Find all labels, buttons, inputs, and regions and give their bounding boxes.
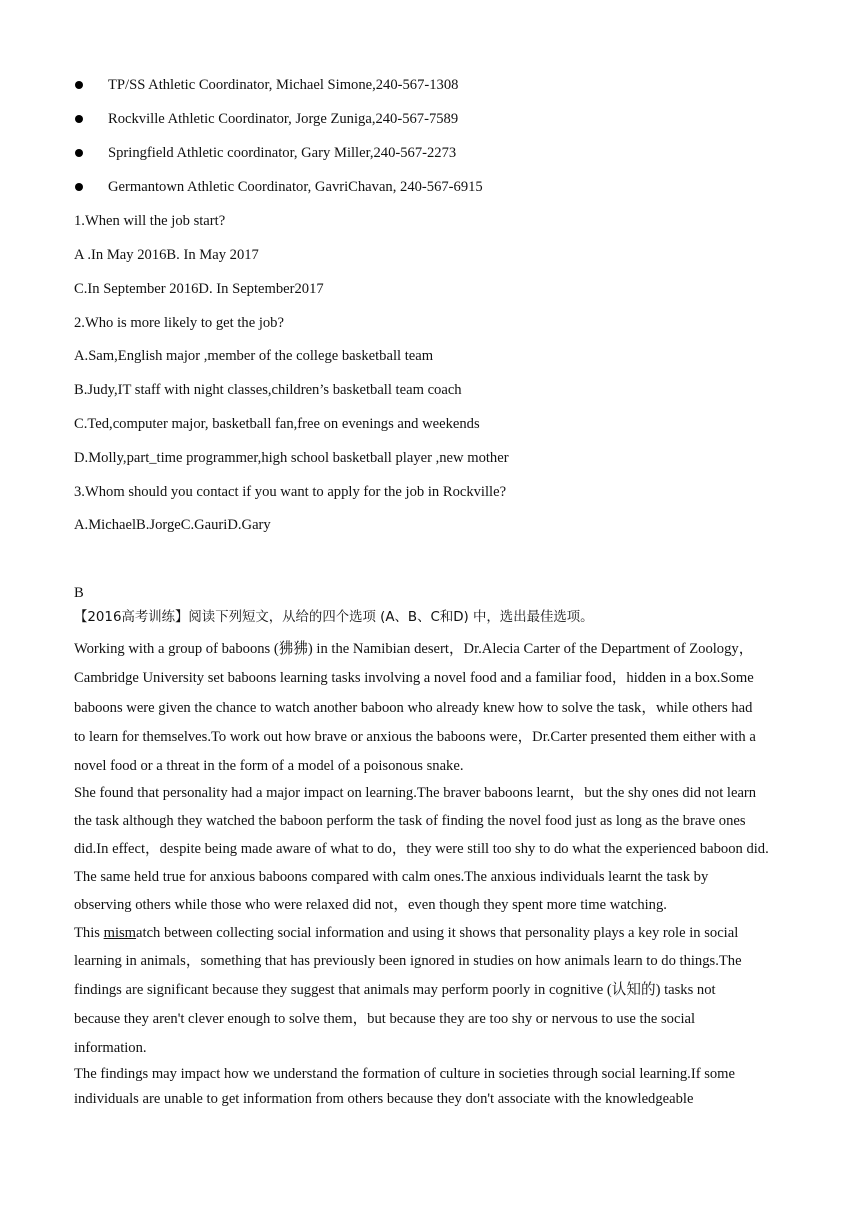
underlined-word: mism	[103, 925, 137, 941]
bullet-icon	[75, 149, 83, 157]
passage-text: This	[74, 925, 104, 941]
question-2-option-b: B.Judy,IT staff with night classes,children’s basketball team coach	[74, 382, 462, 398]
bullet-icon	[75, 183, 83, 191]
contact-text: Springfield Athletic coordinator, Gary Miller,240-567-2273	[108, 145, 457, 161]
passage-line: observing others while those who were relaxed did not，even though they spent more time watching.	[74, 897, 667, 913]
passage-line: learning in animals，something that has previously been ignored in studies on how animals learn to do things.The	[74, 953, 742, 969]
section-instruction: 【2016高考训练】阅读下列短文，从给的四个选项 (A、B、C和D) 中，选出最佳选项。	[74, 610, 594, 625]
bullet-icon	[75, 115, 83, 123]
question-2: 2.Who is more likely to get the job?	[74, 315, 284, 331]
passage-line: Working with a group of baboons (狒狒) in the Namibian desert，Dr.Alecia Carter of the Department of Zoology，	[74, 641, 754, 657]
passage-line: The same held true for anxious baboons compared with calm ones.The anxious individuals learnt the task by	[74, 869, 709, 885]
passage-line: baboons were given the chance to watch another baboon who already knew how to solve the task，while others had	[74, 700, 753, 716]
section-letter: B	[74, 585, 84, 601]
passage-line: because they aren't clever enough to solve them，but because they are too shy or nervous to use the social	[74, 1011, 696, 1027]
passage-line: the task although they watched the baboon perform the task of finding the novel food just as long as the brave ones	[74, 813, 746, 829]
question-2-option-d: D.Molly,part_time programmer,high school basketball player ,new mother	[74, 450, 509, 466]
question-1-options-cd: C.In September 2016D. In September2017	[74, 281, 324, 297]
passage-line: information.	[74, 1040, 147, 1056]
question-3: 3.Whom should you contact if you want to apply for the job in Rockville?	[74, 484, 507, 500]
passage-text: atch between collecting social information and using it shows that personality plays a key role in social	[136, 925, 739, 941]
contact-text: TP/SS Athletic Coordinator, Michael Simone,240-567-1308	[108, 77, 459, 93]
passage-line	[74, 924, 738, 942]
passage-line: The findings may impact how we understand the formation of culture in societies through social learning.If some	[74, 1066, 736, 1082]
question-2-option-a: A.Sam,English major ,member of the college basketball team	[74, 348, 434, 364]
question-1-options-ab: A .In May 2016B. In May 2017	[74, 247, 259, 263]
passage-line: individuals are unable to get information from others because they don't associate with the knowledgeable	[74, 1091, 694, 1107]
question-3-options: A.MichaelB.JorgeC.GauriD.Gary	[74, 517, 271, 533]
bullet-icon	[75, 81, 83, 89]
passage-line: to learn for themselves.To work out how brave or anxious the baboons were，Dr.Carter presented them either with a	[74, 729, 756, 745]
contact-text: Rockville Athletic Coordinator, Jorge Zuniga,240-567-7589	[108, 111, 459, 127]
question-2-option-c: C.Ted,computer major, basketball fan,free on evenings and weekends	[74, 416, 480, 432]
contact-text: Germantown Athletic Coordinator, GavriChavan, 240-567-6915	[108, 179, 483, 195]
passage-line: findings are significant because they suggest that animals may perform poorly in cognitive (认知的) tasks not	[74, 982, 716, 998]
passage-line: She found that personality had a major impact on learning.The braver baboons learnt，but the shy ones did not learn	[74, 785, 757, 801]
passage-line: did.In effect，despite being made aware of what to do，they were still too shy to do what the experienced baboon did.	[74, 841, 769, 857]
question-1: 1.When will the job start?	[74, 213, 226, 229]
passage-line: novel food or a threat in the form of a model of a poisonous snake.	[74, 758, 464, 774]
passage-line: Cambridge University set baboons learning tasks involving a novel food and a familiar food，hidden in a box.Some	[74, 670, 754, 686]
